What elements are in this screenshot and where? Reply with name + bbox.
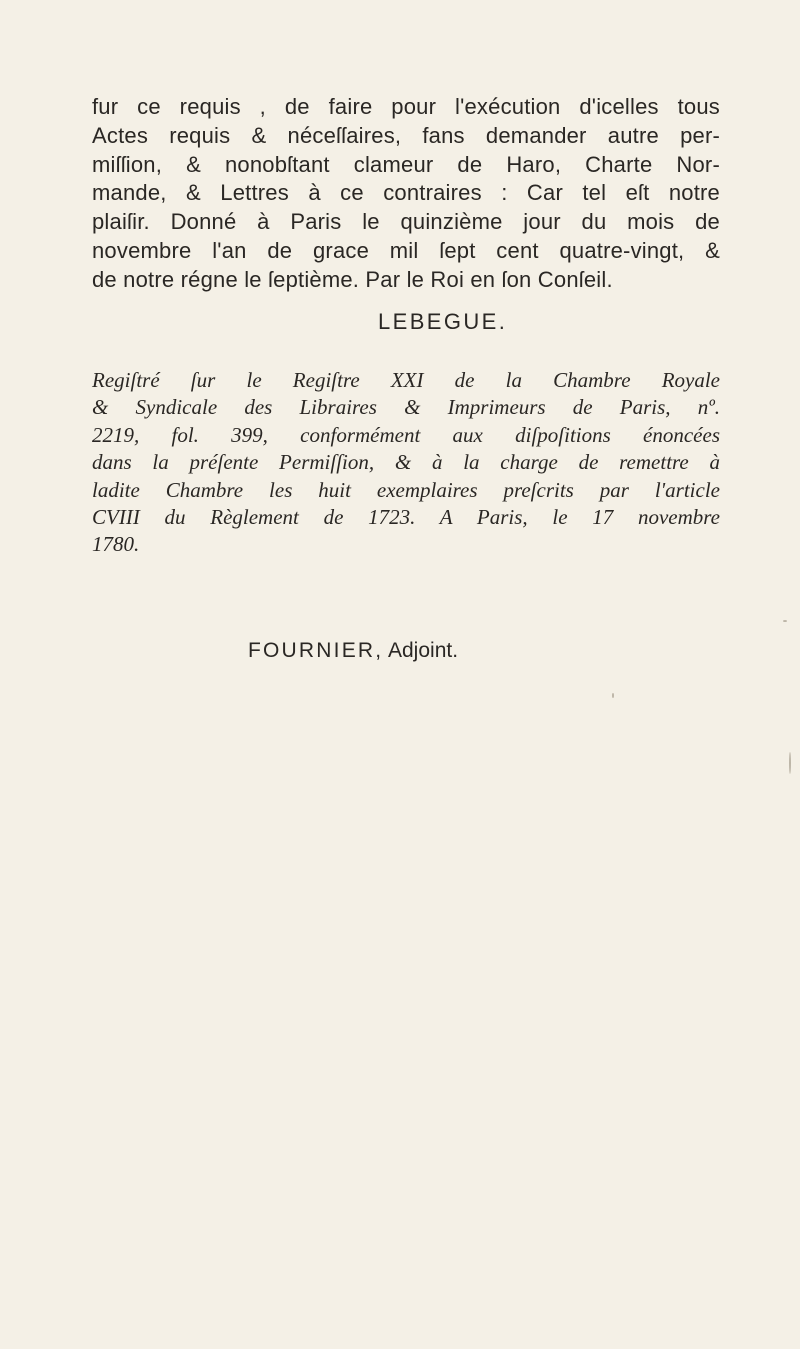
signature-lebegue: LEBEGUE. xyxy=(378,309,508,334)
paper-speck xyxy=(783,620,787,622)
registration-line: & Syndicale des Libraires & Imprimeurs de Paris, nº. xyxy=(92,395,720,420)
adjoint-title: Adjoint. xyxy=(388,639,459,662)
registration-line: ladite Chambre les huit exemplaires preſcrits par l'article xyxy=(92,477,720,502)
adjoint-signature xyxy=(248,639,458,663)
registration-paragraph xyxy=(92,367,720,559)
order-line: de notre régne le ſeptième. Par le Roi en ſon Conſeil. xyxy=(92,266,613,292)
adjoint-name: FOURNIER, xyxy=(248,639,384,662)
registration-line: CVIII du Règlement de 1723. A Paris, le 17 novembre xyxy=(92,505,720,530)
registration-line: Regiſtré ſur le Regiſtre XXI de la Chambre Royale xyxy=(92,368,720,392)
order-line: fur ce requis , de faire pour l'exécution d'icelles tous xyxy=(92,94,720,119)
registration-line: 2219, fol. 399, conformément aux diſpoſitions énoncées xyxy=(92,422,720,447)
order-line: novembre l'an de grace mil ſept cent quatre-vingt, & xyxy=(92,237,720,263)
order-line: Actes requis & néceſſaires, fans demander autre per- xyxy=(92,122,720,148)
order-line: plaiſir. Donné à Paris le quinzième jour du mois de xyxy=(92,209,720,235)
paper-speck xyxy=(789,752,791,774)
order-line: mande, & Lettres à ce contraires : Car tel eſt notre xyxy=(92,180,720,206)
paper-speck xyxy=(612,693,614,698)
registration-line: dans la préſente Permiſſion, & à la charge de remettre à xyxy=(92,450,720,475)
order-line: miſſion, & nonobſtant clameur de Haro, Charte Nor- xyxy=(92,151,720,177)
registration-line: 1780. xyxy=(92,532,140,557)
royal-order-text xyxy=(92,93,720,295)
